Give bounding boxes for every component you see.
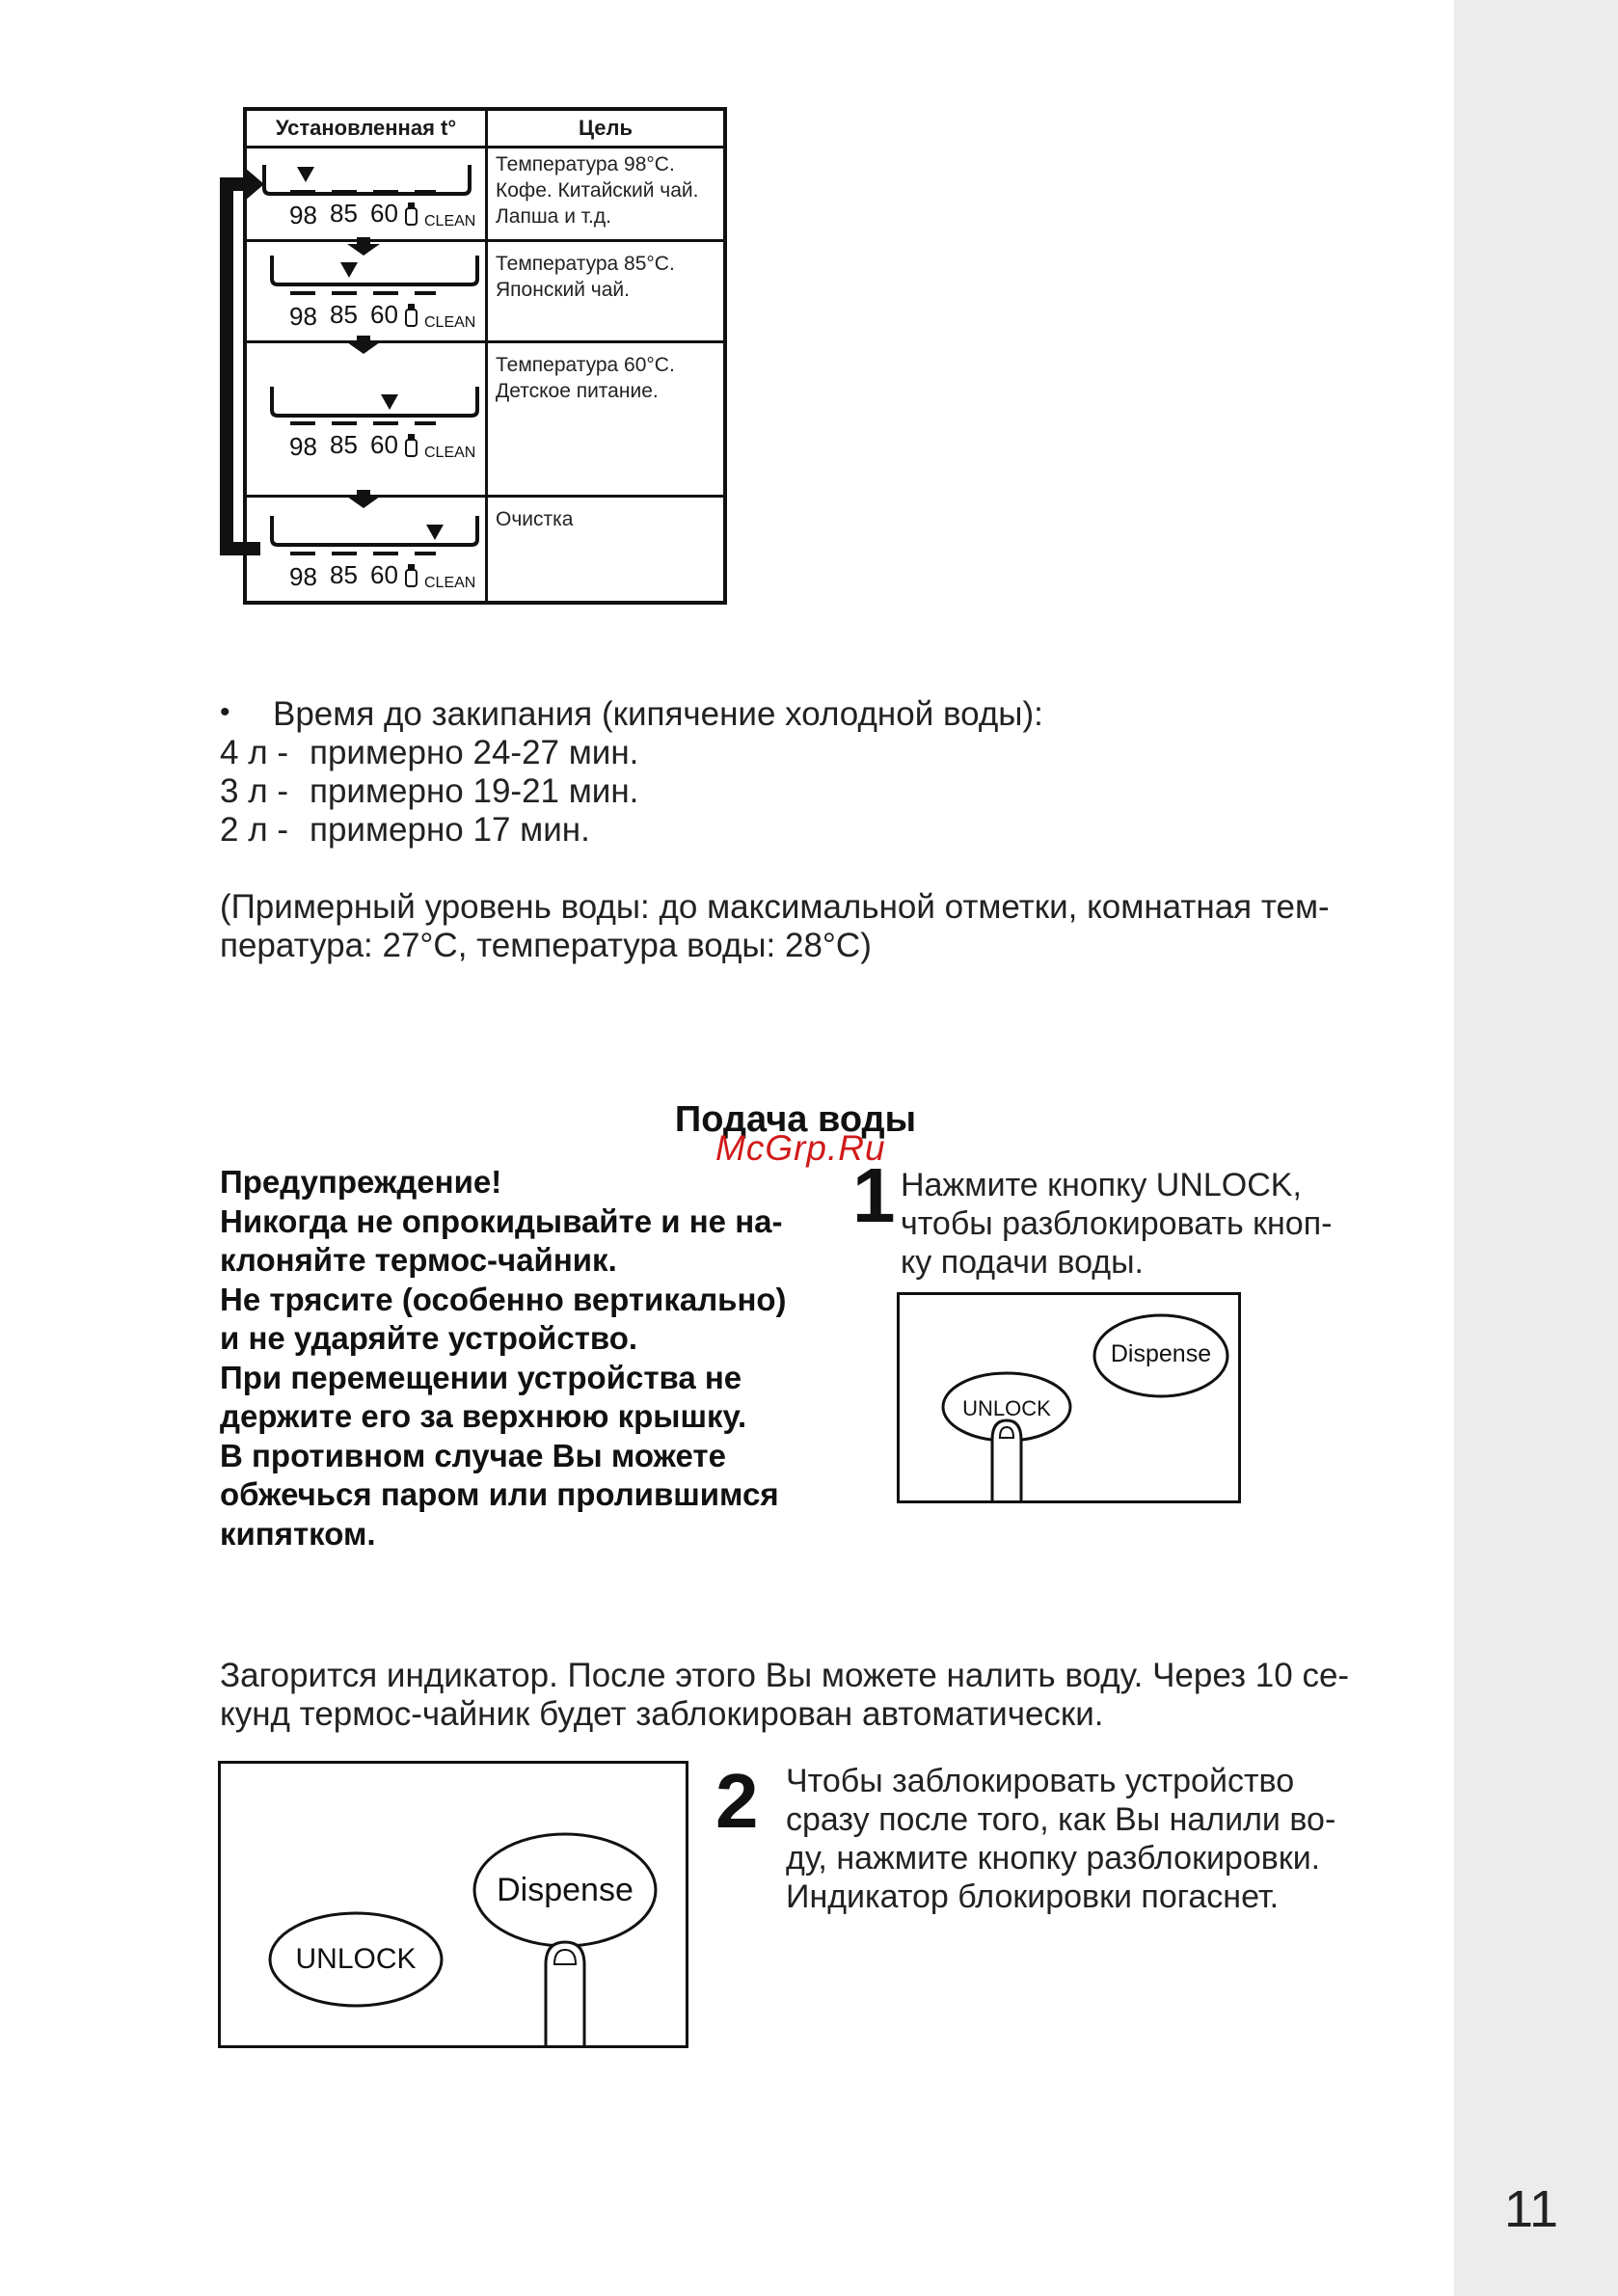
- page-margin-strip: [1454, 0, 1618, 2296]
- warning-line: При перемещении устройства не: [220, 1359, 742, 1395]
- step-2-line: Чтобы заблокировать устройство: [786, 1763, 1295, 1799]
- svg-text:60: 60: [370, 430, 398, 459]
- svg-text:98: 98: [289, 562, 317, 591]
- boil-note-line: (Примерный уровень воды: до максимальной отметки, комнатная тем-: [220, 888, 1330, 926]
- bullet-icon: •: [220, 696, 230, 728]
- step-1-text: [901, 1166, 1332, 1282]
- temperature-selector-diagram: [247, 111, 723, 601]
- row-1-purpose-line: Кофе. Китайский чай.: [496, 179, 699, 202]
- boil-volume-3l: 3 л -: [220, 772, 288, 810]
- boil-time-2l: примерно 17 мин.: [310, 811, 590, 849]
- svg-text:98: 98: [289, 302, 317, 331]
- warning-line: клоняйте термос-чайник.: [220, 1242, 617, 1278]
- step-2-text: [786, 1762, 1335, 1916]
- warning-line: В противном случае Вы можете: [220, 1437, 726, 1473]
- dispense-button-label: Dispense: [1110, 1340, 1212, 1367]
- step-1-number: 1: [852, 1152, 896, 1238]
- warning-block: [220, 1163, 847, 1553]
- svg-text:60: 60: [370, 300, 398, 329]
- svg-text:85: 85: [330, 560, 358, 589]
- boil-time-4l: примерно 24-27 мин.: [310, 734, 639, 771]
- step-1-illustration: [897, 1292, 1241, 1503]
- unlock-button-label: UNLOCK: [962, 1396, 1051, 1420]
- indicator-text-line: Загорится индикатор. После этого Вы можете налить воду. Через 10 се-: [220, 1657, 1350, 1694]
- row-2-purpose-line: Температура 85°С.: [496, 253, 675, 275]
- table-header-purpose: Цель: [488, 111, 723, 149]
- svg-text:98: 98: [289, 432, 317, 461]
- selector-display-clean: [272, 516, 477, 591]
- temperature-table: [243, 107, 727, 605]
- row-1-purpose-line: Лапша и т.д.: [496, 205, 611, 228]
- svg-text:CLEAN: CLEAN: [424, 314, 476, 331]
- warning-line: и не ударяйте устройство.: [220, 1320, 638, 1356]
- boil-volume-4l: 4 л -: [220, 734, 288, 771]
- svg-text:85: 85: [330, 430, 358, 459]
- step-1-line: ку подачи воды.: [901, 1244, 1144, 1281]
- boil-time-heading: Время до закипания (кипячение холодной воды):: [273, 695, 1043, 733]
- step-1-line: чтобы разблокировать кноп-: [901, 1205, 1333, 1242]
- selector-display-60: [272, 387, 477, 461]
- arrow-down-icon: [347, 490, 380, 508]
- step-2-illustration: [218, 1761, 688, 2048]
- svg-text:60: 60: [370, 199, 398, 228]
- selector-display-98: [264, 165, 475, 230]
- dispense-button-label: Dispense: [497, 1872, 634, 1908]
- step-2-number: 2: [715, 1758, 759, 1844]
- warning-line: Никогда не опрокидывайте и не на-: [220, 1202, 783, 1239]
- row-4-purpose-line: Очистка: [496, 508, 574, 530]
- warning-line: обжечься паром или пролившимся: [220, 1476, 779, 1512]
- arrow-down-icon: [347, 237, 380, 256]
- watermark: McGrp.Ru: [715, 1128, 886, 1168]
- warning-line: Предупреждение!: [220, 1164, 502, 1200]
- cycle-loop-arrow-icon: [216, 164, 274, 559]
- warning-line: Не трясите (особенно вертикально): [220, 1281, 787, 1317]
- selector-display-85: [272, 256, 477, 331]
- svg-text:CLEAN: CLEAN: [424, 213, 476, 230]
- row-1-purpose-line: Температура 98°С.: [496, 153, 675, 176]
- step-1-line: Нажмите кнопку UNLOCK,: [901, 1167, 1302, 1203]
- indicator-text-line: кунд термос-чайник будет заблокирован автоматически.: [220, 1695, 1104, 1733]
- row-3-purpose-line: Детское питание.: [496, 380, 659, 402]
- row-2-purpose-line: Японский чай.: [496, 279, 630, 301]
- step-2-line: сразу после того, как Вы налили во-: [786, 1801, 1336, 1838]
- svg-text:85: 85: [330, 300, 358, 329]
- page-number: 11: [1504, 2180, 1559, 2238]
- svg-text:CLEAN: CLEAN: [424, 575, 476, 591]
- svg-text:60: 60: [370, 560, 398, 589]
- table-header-set-temp: Установленная t°: [247, 111, 488, 149]
- boil-note-line: пература: 27°С, температура воды: 28°С): [220, 927, 872, 964]
- svg-text:CLEAN: CLEAN: [424, 445, 476, 461]
- svg-text:85: 85: [330, 199, 358, 228]
- section-title: Подача воды: [674, 1099, 917, 1140]
- boil-volume-2l: 2 л -: [220, 811, 288, 849]
- row-3-purpose-line: Температура 60°С.: [496, 354, 675, 376]
- unlock-button-label: UNLOCK: [295, 1943, 417, 1975]
- step-2-line: ду, нажмите кнопку разблокировки.: [786, 1840, 1321, 1877]
- warning-line: кипятком.: [220, 1515, 376, 1552]
- warning-line: держите его за верхнюю крышку.: [220, 1398, 747, 1434]
- boil-time-3l: примерно 19-21 мин.: [310, 772, 639, 810]
- step-2-line: Индикатор блокировки погаснет.: [786, 1878, 1280, 1915]
- svg-text:98: 98: [289, 201, 317, 230]
- arrow-down-icon: [347, 336, 380, 354]
